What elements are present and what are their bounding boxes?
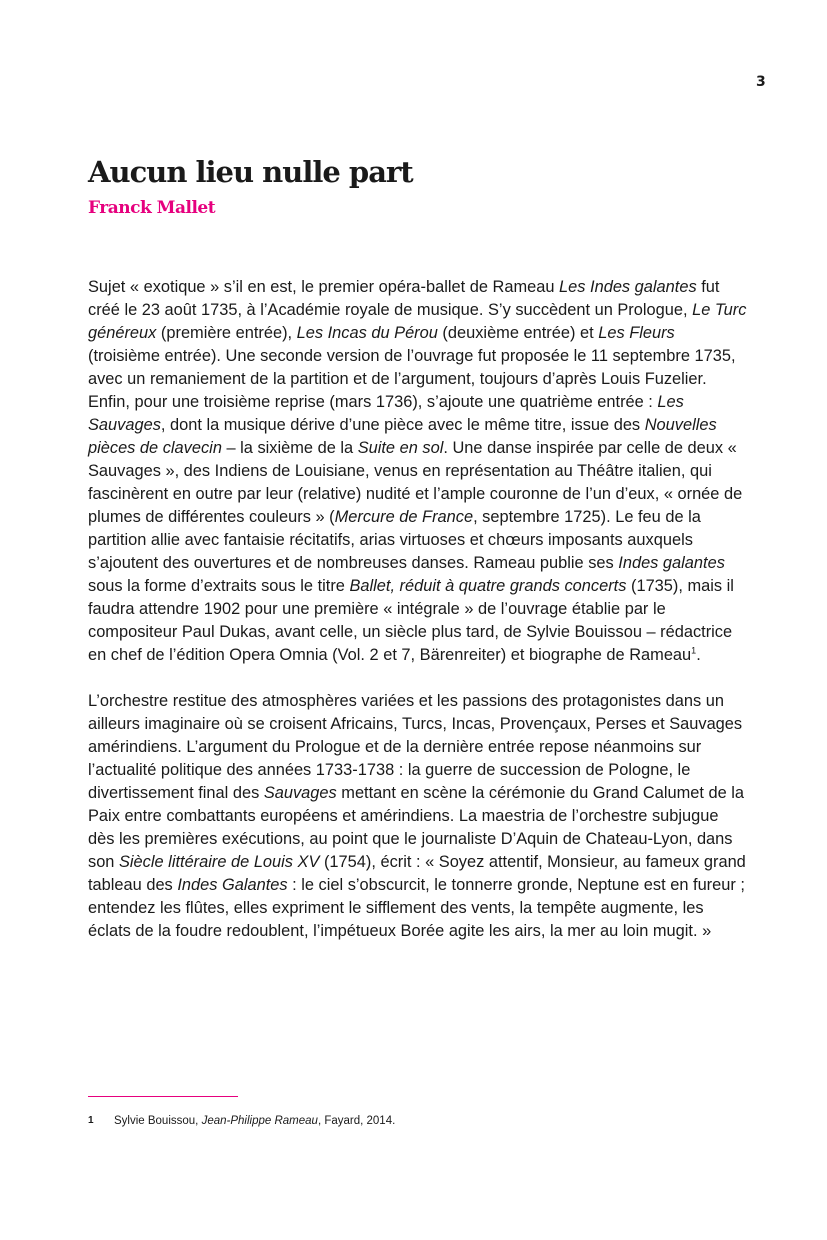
- text-run: fut créé le 23 août 1735, à l’Académie royale de musique. S’y succèdent un Prologue,: [88, 278, 720, 319]
- article-body: [88, 276, 748, 943]
- italic-title: Mercure de France: [334, 508, 474, 526]
- text-run: (première entrée),: [156, 324, 297, 342]
- footnote-text: [114, 1113, 395, 1129]
- italic-title: Siècle littéraire de Louis XV: [118, 853, 320, 871]
- text-run: – la sixième de la: [221, 439, 358, 457]
- footnote-rest: , Fayard, 2014.: [317, 1115, 396, 1127]
- text-run: .: [696, 646, 701, 664]
- text-run: sous la forme d’extraits sous le titre: [88, 577, 350, 595]
- text-run: (1754), écrit : « Soyez attentif, Monsieur, au fameux grand tableau des: [88, 853, 746, 894]
- italic-title: Indes Galantes: [177, 876, 288, 894]
- text-run: L’orchestre restitue des atmosphères variées et les passions des protagonistes dans un ailleurs imaginaire où se croisent Africains, Turcs, Incas, Provençaux, Perses et Sauvages amérindiens. L’argument du Prologue et de la dernière entrée repose néanmoins sur l’actualité politique des années 1733-1738 : la guerre de succession de Pologne, le divertissement final des: [88, 692, 743, 802]
- italic-title: Nouvelles pièces de clavecin: [88, 416, 717, 457]
- text-run: . Une danse inspirée par celle de deux « Sauvages », des Indiens de Louisiane, venus en représentation au Théâtre italien, qui fascinèrent en outre par leur (relative) nudité et l’ample couronne de l’un d’eux, « ornée de plumes de différentes couleurs » (: [88, 439, 743, 526]
- text-run: (deuxième entrée) et: [437, 324, 599, 342]
- italic-title: Les Fleurs: [598, 324, 675, 342]
- page-number: 3: [756, 74, 766, 90]
- italic-title: Les Incas du Pérou: [296, 324, 438, 342]
- italic-title: Le Turc généreux: [88, 301, 747, 342]
- footnote-author: Sylvie Bouissou,: [114, 1115, 202, 1127]
- footnote-reference: 1: [691, 645, 697, 656]
- text-run: (1735), mais il faudra attendre 1902 pour une première « intégrale » de l’ouvrage établie par le compositeur Paul Dukas, avant celle, un siècle plus tard, de Sylvie Bouissou – rédactrice en chef de l’édition Opera Omnia (Vol. 2 et 7, Bärenreiter) et biographe de Rameau: [88, 577, 734, 664]
- text-run: (troisième entrée). Une seconde version de l’ouvrage fut proposée le 11 septembre 1735, avec un remaniement de la partition et de l’argument, toujours d’après Louis Fuzelier. Enfin, pour une troisième reprise (mars 1736), s’ajoute une quatrième entrée :: [88, 347, 736, 411]
- text-run: Sujet « exotique » s’il en est, le premier opéra-ballet de Rameau: [88, 278, 560, 296]
- text-run: mettant en scène la cérémonie du Grand Calumet de la Paix entre combattants européens et amérindiens. La maestria de l’orchestre subjugue dès les premières exécutions, au point que le journaliste D’Aquin de Chateau-Lyon, dans son: [88, 784, 744, 871]
- italic-title: Indes galantes: [618, 554, 725, 572]
- paragraph: [88, 276, 748, 667]
- text-run: , septembre 1725). Le feu de la partition allie avec fantaisie récitatifs, arias virtuoses et chœurs imposants auxquels s’ajoutent des ouvertures et de nombreuses danses. Rameau publie ses: [88, 508, 701, 572]
- footnote-work: Jean-Philippe Rameau: [201, 1115, 318, 1127]
- italic-title: Ballet, réduit à quatre grands concerts: [349, 577, 627, 595]
- footnote-divider: [88, 1096, 238, 1097]
- italic-title: Les Indes galantes: [559, 278, 697, 296]
- italic-title: Sauvages: [263, 784, 337, 802]
- italic-title: Les Sauvages: [88, 393, 684, 434]
- paragraph: [88, 690, 748, 943]
- article-author: Franck Mallet: [88, 198, 216, 218]
- footnote: [88, 1113, 395, 1129]
- article-title: Aucun lieu nulle part: [88, 155, 413, 189]
- text-run: , dont la musique dérive d’une pièce avec le même titre, issue des: [160, 416, 645, 434]
- footnote-number: 1: [88, 1115, 94, 1126]
- italic-title: Suite en sol: [357, 439, 444, 457]
- text-run: : le ciel s’obscurcit, le tonnerre gronde, Neptune est en fureur ; entendez les flûtes, elles expriment le sifflement des vents, la tempête augmente, les éclats de la foudre redoublent, l’impétueux Borée agite les airs, la mer au loin mugit. »: [88, 876, 745, 940]
